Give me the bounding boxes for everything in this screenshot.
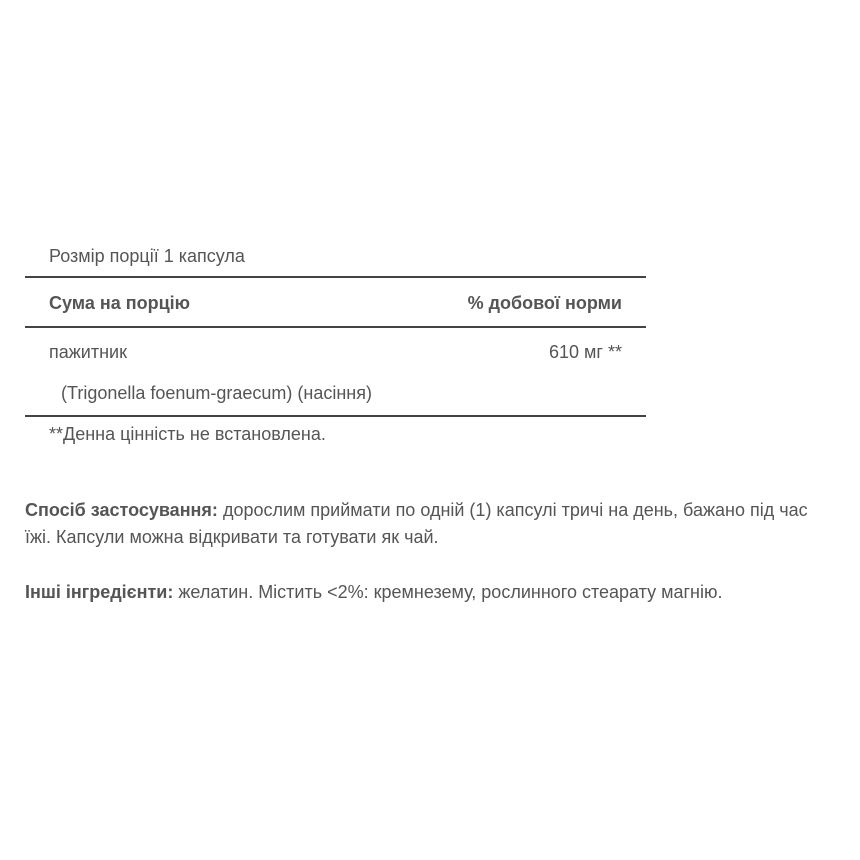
- ingredient-row: [25, 328, 646, 370]
- serving-size-text: Розмір порції 1 капсула: [49, 246, 245, 266]
- daily-value-header: % добової норми: [467, 293, 622, 313]
- other-ingredients-text: желатин. Містить <2%: кремнезему, рослинного стеарату магнію.: [173, 582, 723, 602]
- amount-per-serving-header: Сума на порцію: [49, 293, 191, 313]
- usage-paragraph: [25, 497, 835, 551]
- footnote-row: [25, 417, 646, 457]
- supplement-facts-table: [25, 240, 646, 457]
- ingredient-name: пажитник: [49, 342, 127, 362]
- daily-value-footnote: **Денна цінність не встановлена.: [49, 424, 326, 444]
- serving-size-row: [25, 240, 646, 278]
- other-ingredients-label: Інші інгредієнти:: [25, 582, 174, 602]
- table-header-row: [25, 278, 646, 328]
- usage-text: дорослим приймати по одній (1) капсулі тричі на день, бажано під час їжі. Капсули можна відкривати та готувати як чай.: [25, 500, 808, 547]
- ingredient-detail-row: [25, 370, 646, 417]
- other-ingredients-paragraph: [25, 579, 835, 606]
- ingredient-detail: (Trigonella foenum-graecum) (насіння): [61, 383, 372, 403]
- usage-label: Спосіб застосування:: [25, 500, 218, 520]
- ingredient-amount: 610 мг **: [549, 342, 622, 362]
